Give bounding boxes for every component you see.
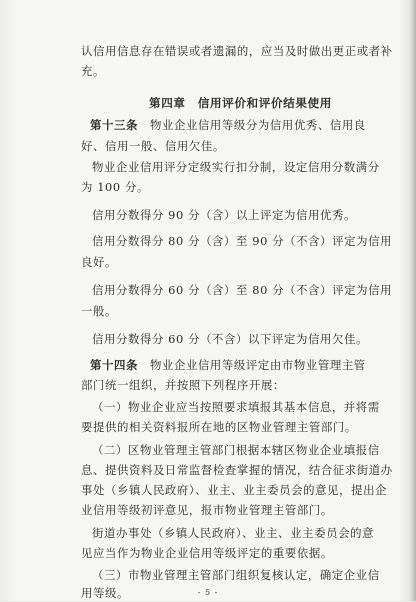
grade-poor-line: 信用分数得分 60 分（不含）以下评定为信用欠佳。 <box>92 332 368 346</box>
grade-fair-line-0: 信用分数得分 60 分（含）至 80 分（不含）评定为信用 <box>92 283 393 297</box>
paragraph-0-line-0: 认信用信息存在错误或者遗漏的，应当及时做出更正或者补 <box>81 44 393 58</box>
item-2-line-3: 业信用等级初评意见，报市物业管理主管部门。 <box>81 503 333 517</box>
grade-good-line-1: 良好。 <box>81 255 117 269</box>
page-number: - 5 - <box>197 588 219 597</box>
article-14-text-0: 物业企业信用等级评定由市物业管理主管 <box>149 358 366 372</box>
item-1-line-1: 要提供的相关资料报所在地的区物业管理主管部门。 <box>81 420 357 434</box>
item-2-line-0: （二）区物业管理主管部门根据本辖区物业企业填报信 <box>92 443 380 457</box>
article-14-line-1: 部门统一组织，并按照下列程序开展： <box>81 378 285 392</box>
grade-good-line-0: 信用分数得分 80 分（含）至 90 分（不含）评定为信用 <box>92 234 393 248</box>
article-13-number: 第十三条 <box>90 118 138 132</box>
item-3-line-1: 用等级。 <box>81 586 129 600</box>
scoring-line-0: 物业企业信用评分定级实行扣分制，设定信用分数满分 <box>92 160 380 174</box>
article-13-line-0 <box>90 116 366 134</box>
article-13-line-1: 好、信用一般、信用欠佳。 <box>81 139 225 153</box>
item-3-line-0: （三）市物业管理主管部门组织复核认定，确定企业信 <box>92 568 380 582</box>
street-office-line-1: 见应当作为物业企业信用等级评定的重要依据。 <box>81 546 333 560</box>
item-1-line-0: （一）物业企业应当按照要求填报其基本信息，并将需 <box>92 400 380 414</box>
chapter-heading: 第四章 信用评价和评价结果使用 <box>149 96 332 110</box>
grade-fair-line-1: 一般。 <box>81 304 117 318</box>
item-2-line-1: 息、提供资料及日常监督检查掌握的情况，结合征求街道办 <box>81 463 393 477</box>
article-14-line-0 <box>90 356 366 374</box>
article-13-text-0: 物业企业信用等级分为信用优秀、信用良 <box>149 118 366 132</box>
street-office-line-0: 街道办事处（乡镇人民政府）、业主、业主委员会的意 <box>92 526 375 540</box>
grade-excellent-line: 信用分数得分 90 分（含）以上评定为信用优秀。 <box>92 208 356 222</box>
article-14-number: 第十四条 <box>90 358 138 372</box>
paragraph-0-line-1: 充。 <box>81 64 105 78</box>
scoring-line-1: 为 100 分。 <box>81 180 149 194</box>
item-2-line-2: 事处（乡镇人民政府）、业主、业主委员会的意见，提出企 <box>81 483 388 497</box>
